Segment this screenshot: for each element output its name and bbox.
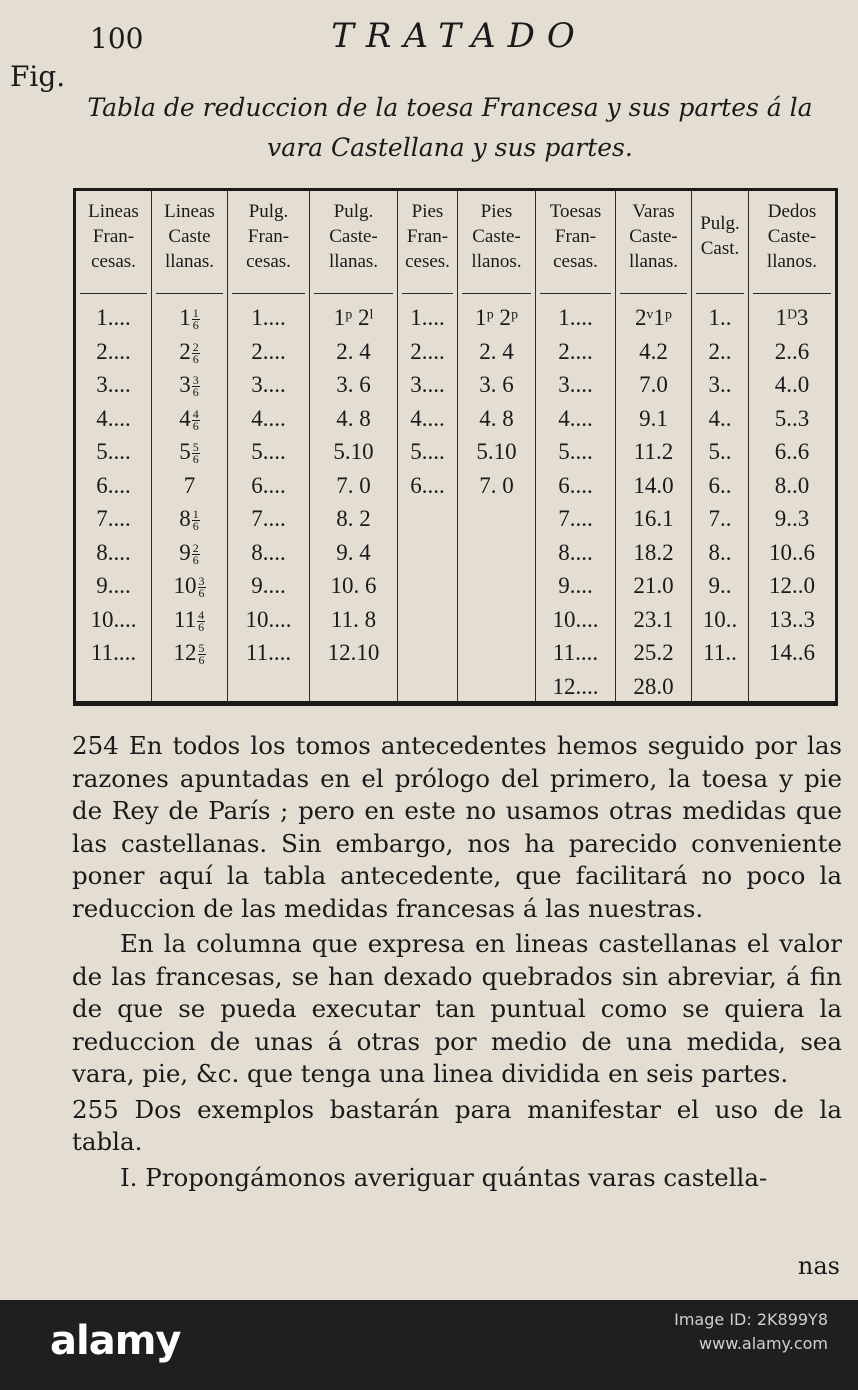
table-cell <box>152 335 227 369</box>
table-cell: 14.0 <box>633 472 674 498</box>
paragraph-example-1: I. Propongámonos averiguar quántas varas castella- <box>120 1162 768 1192</box>
table-cell <box>152 502 227 536</box>
table-cell: 9.1 <box>639 405 668 431</box>
table-cell: 3.... <box>251 372 286 397</box>
table-cell: 7. 0 <box>336 472 371 498</box>
fraction <box>192 509 200 532</box>
column-header-line: Pulg. <box>700 213 740 234</box>
table-cell: 10.... <box>90 606 137 632</box>
column-header-line: Caste- <box>767 226 817 247</box>
table-cell: 1ᵖ 2ˡ <box>333 305 374 330</box>
fraction-numerator: 3 <box>198 574 205 589</box>
table-cell: 6.. <box>708 472 732 498</box>
column-header-line: Caste- <box>629 226 678 247</box>
whole-number: 4 <box>179 405 191 431</box>
whole-number: 12 <box>173 640 197 665</box>
table-cell: 7.... <box>96 506 131 531</box>
header-rule <box>314 293 393 294</box>
fraction-denominator: 6 <box>192 452 199 467</box>
fraction-numerator: 4 <box>198 607 205 622</box>
table-cell: 5.... <box>410 439 445 464</box>
table-cell: 7.... <box>558 506 593 531</box>
column-header-line: llanas. <box>328 251 379 272</box>
column-cells <box>616 301 691 703</box>
column-header-line: Fran- <box>554 226 597 247</box>
column-header-line: Caste <box>168 226 211 247</box>
paragraph-fractions: En la columna que expresa en lineas castellanas el valor de las francesas, se han dexado quebrados sin abreviar, á fin de que se pueda executar tan puntual como se quiera la reduccion de unas á otras por medio de una medida, sea vara, pie, &c. que tenga una linea dividida en seis partes. <box>72 929 842 1088</box>
table-cell: 8.... <box>251 539 286 565</box>
table-cell: 12..0 <box>769 573 815 598</box>
column-header-line: Toesas <box>549 201 602 222</box>
table-cell: 4.... <box>558 405 593 431</box>
table-cell: 5.. <box>708 439 732 464</box>
table-cell: 6.... <box>96 472 131 498</box>
table-cell: 7. 0 <box>479 472 514 498</box>
table-cell: 25.2 <box>633 640 674 665</box>
table-cell: 21.0 <box>633 573 674 598</box>
table-cell: 8. 2 <box>336 506 371 531</box>
whole-number: 1 <box>179 305 191 330</box>
table-cell: 9.... <box>558 573 593 598</box>
table-cell: 2.. <box>708 338 732 364</box>
table-cell: 4.... <box>251 405 286 431</box>
column-header-line: llanos. <box>471 251 522 272</box>
table-cell: 11.... <box>245 640 292 665</box>
table-cell: 9. 4 <box>336 539 371 565</box>
table-cell: 6.... <box>251 472 286 498</box>
column-header-line: Pulg. <box>333 201 374 222</box>
paragraph-255: 255 Dos exemplos bastarán para manifestar el uso de la tabla. <box>72 1094 842 1156</box>
header-rule <box>696 293 744 294</box>
header-rule <box>462 293 531 294</box>
whole-number: 9 <box>179 539 191 565</box>
header-rule <box>156 293 223 294</box>
column-cells <box>76 301 151 670</box>
table-cell <box>152 603 227 637</box>
whole-number: 11 <box>173 606 197 632</box>
table-cell: 5.... <box>96 439 131 464</box>
table-cell: 2..6 <box>774 338 810 364</box>
column-cells <box>536 301 615 703</box>
table-cell: 8.... <box>96 539 131 565</box>
table-cell: 4.... <box>96 405 131 431</box>
fraction-denominator: 6 <box>192 351 199 366</box>
table-cell <box>152 469 227 503</box>
column-header <box>616 199 691 274</box>
column-header <box>536 199 615 274</box>
table-cell: 28.0 <box>633 673 674 699</box>
fraction-numerator: 1 <box>192 306 199 321</box>
fig-label: Fig. <box>10 60 66 93</box>
table-cell: 5.10 <box>476 439 517 464</box>
table-column-9 <box>692 191 749 701</box>
fraction-denominator: 6 <box>198 653 205 668</box>
table-cell <box>152 435 227 469</box>
header-rule <box>753 293 831 294</box>
table-cell: 8.. <box>708 539 732 565</box>
table-cell: 2.... <box>410 338 445 364</box>
table-cell: 11.... <box>90 640 137 665</box>
column-header <box>692 211 748 261</box>
table-cell <box>152 301 227 335</box>
column-header-line: Pies <box>411 201 444 222</box>
table-cell: 4.... <box>410 405 445 431</box>
image-id-block <box>674 1308 828 1356</box>
table-column-7 <box>536 191 616 701</box>
table-cell: 3.... <box>96 372 131 397</box>
column-header <box>749 199 835 274</box>
header-rule <box>80 293 147 294</box>
table-column-2 <box>152 191 228 701</box>
table-cell: 4.2 <box>639 338 668 364</box>
table-column-3 <box>228 191 310 701</box>
stock-footer <box>0 1300 858 1390</box>
column-header-line: Caste- <box>329 226 378 247</box>
column-header-line: llanas. <box>164 251 215 272</box>
header-rule <box>402 293 453 294</box>
image-id: Image ID: 2K899Y8 <box>674 1310 828 1329</box>
column-header-line: Fran- <box>92 226 135 247</box>
table-cell: 5.... <box>251 439 286 464</box>
table-column-10 <box>749 191 835 701</box>
table-title <box>60 88 840 168</box>
table-cell: 2.... <box>96 338 131 364</box>
table-cell: 11.2 <box>633 439 674 464</box>
table-column-4 <box>310 191 398 701</box>
fraction-numerator: 4 <box>192 406 199 421</box>
column-cells <box>692 301 748 670</box>
table-cell: 1ᴰ3 <box>775 305 809 330</box>
running-head: TRATADO <box>331 16 587 56</box>
column-header-line: cesas. <box>246 251 291 272</box>
fraction-numerator: 3 <box>192 373 199 388</box>
whole-number: 10 <box>173 573 197 598</box>
table-cell: 11.... <box>552 640 599 665</box>
fraction <box>198 643 206 666</box>
table-cell <box>152 402 227 436</box>
fraction <box>198 576 206 599</box>
column-header-line: Caste- <box>472 226 521 247</box>
whole-number: 2 <box>179 338 191 364</box>
catchword: nas <box>797 1252 840 1280</box>
table-title-line-1: Tabla de reduccion de la toesa Francesa y sus partes á la <box>87 93 813 122</box>
table-cell: 12.10 <box>327 640 380 665</box>
table-cell: 1.... <box>558 305 593 330</box>
table-cell: 6..6 <box>774 439 810 464</box>
table-cell: 6.... <box>410 472 445 498</box>
fraction <box>197 607 205 634</box>
fraction <box>192 308 200 331</box>
table-cell: 11.. <box>703 640 737 665</box>
fraction-numerator: 5 <box>192 440 199 455</box>
site-url: www.alamy.com <box>699 1334 828 1353</box>
table-cell: 8.... <box>558 539 593 565</box>
fraction-numerator: 2 <box>192 339 199 354</box>
column-cells <box>749 301 835 670</box>
whole-number: 8 <box>179 506 191 531</box>
table-cell: 10.. <box>702 606 738 632</box>
column-header-line: Cast. <box>700 238 740 259</box>
conversion-table <box>73 188 838 704</box>
fraction <box>192 339 200 366</box>
table-column-6 <box>458 191 536 701</box>
table-cell: 4. 8 <box>336 405 371 431</box>
column-header <box>310 199 397 274</box>
header-rule <box>232 293 305 294</box>
table-cell <box>152 636 227 670</box>
fraction-denominator: 6 <box>192 552 199 567</box>
table-cell: 7.0 <box>639 372 668 397</box>
column-header-line: cesas. <box>91 251 136 272</box>
column-header-line: ceses. <box>405 251 450 272</box>
column-header-line: Fran- <box>247 226 290 247</box>
column-header <box>152 199 227 274</box>
table-cell: 10.... <box>245 606 292 632</box>
column-header-line: llanas. <box>628 251 679 272</box>
whole-number: 7 <box>183 472 196 498</box>
fraction-denominator: 6 <box>192 519 199 534</box>
table-cell: 2.... <box>558 338 593 364</box>
whole-number: 3 <box>179 372 191 397</box>
table-title-line-2: vara Castellana y sus partes. <box>267 133 633 162</box>
table-cell: 9.... <box>96 573 131 598</box>
table-cell: 3. 6 <box>336 372 371 397</box>
table-cell <box>152 536 227 570</box>
table-cell: 9.... <box>251 573 286 598</box>
whole-number: 5 <box>179 439 191 464</box>
table-cell: 6.... <box>558 472 593 498</box>
fraction-numerator: 5 <box>198 641 205 656</box>
table-cell: 9.. <box>708 573 732 598</box>
alamy-logo: alamy <box>50 1318 181 1364</box>
table-cell: 3.. <box>708 372 732 397</box>
fraction <box>192 540 200 567</box>
table-cell: 1.. <box>708 305 732 330</box>
column-header <box>398 199 457 274</box>
table-column-8 <box>616 191 692 701</box>
fraction-denominator: 6 <box>192 418 199 433</box>
table-cell: 3.... <box>410 372 445 397</box>
table-cell: 14..6 <box>769 640 815 665</box>
fraction <box>192 406 200 433</box>
fraction-denominator: 6 <box>192 318 199 333</box>
fraction-denominator: 6 <box>192 385 199 400</box>
table-cell: 13..3 <box>769 606 815 632</box>
fraction-numerator: 1 <box>192 507 199 522</box>
fraction-denominator: 6 <box>198 619 205 634</box>
table-cell: 4. 8 <box>479 405 514 431</box>
header-rule <box>620 293 687 294</box>
column-cells <box>310 301 397 670</box>
table-cell: 9..3 <box>774 506 810 531</box>
column-header-line: Dedos <box>767 201 817 222</box>
column-header-line: Lineas <box>164 201 215 222</box>
table-cell: 7.... <box>251 506 286 531</box>
column-header-line: llanos. <box>766 251 818 272</box>
table-column-1 <box>76 191 152 701</box>
table-cell: 5.... <box>558 439 593 464</box>
fraction <box>192 375 200 398</box>
fraction-numerator: 2 <box>192 540 199 555</box>
column-header-line: cesas. <box>553 251 598 272</box>
table-cell: 4.. <box>708 405 732 431</box>
table-cell: 4..0 <box>774 372 810 397</box>
table-cell: 5.10 <box>333 439 374 464</box>
table-cell: 23.1 <box>633 606 674 632</box>
table-cell <box>152 569 227 603</box>
column-header-line: Varas <box>632 201 675 222</box>
table-cell: 8..0 <box>774 472 810 498</box>
table-cell: 2ᵛ1ᵖ <box>635 305 672 330</box>
column-header <box>76 199 151 274</box>
column-header <box>228 199 309 274</box>
body-text <box>72 730 842 1197</box>
table-cell: 2.... <box>251 338 286 364</box>
column-header-line: Pies <box>480 201 513 222</box>
table-column-5 <box>398 191 458 701</box>
table-cell: 16.1 <box>633 506 674 531</box>
page-number: 100 <box>90 22 144 55</box>
table-cell: 1.... <box>251 305 286 330</box>
column-cells <box>398 301 457 502</box>
table-cell: 10.... <box>552 606 599 632</box>
column-header-line: Pulg. <box>248 201 289 222</box>
column-cells <box>152 301 227 670</box>
column-cells <box>458 301 535 502</box>
table-cell: 11. 8 <box>330 606 377 632</box>
table-cell: 10. 6 <box>330 573 377 598</box>
table-cell: 5..3 <box>774 405 810 431</box>
table-cell: 3. 6 <box>479 372 514 397</box>
header-rule <box>540 293 611 294</box>
table-cell: 1.... <box>410 305 445 330</box>
table-cell: 2. 4 <box>336 338 371 364</box>
table-cell: 1.... <box>96 305 131 330</box>
column-header-line: Lineas <box>88 201 139 222</box>
table-cell: 2. 4 <box>479 338 514 364</box>
column-header-line: Fran- <box>406 226 449 247</box>
table-cell: 12.... <box>552 673 599 699</box>
table-cell: 18.2 <box>633 539 674 565</box>
table-cell: 1ᵖ 2ᵖ <box>474 305 519 330</box>
fraction <box>192 442 200 465</box>
table-bottom-rule <box>73 702 838 706</box>
table-cell <box>152 368 227 402</box>
table-cell: 10..6 <box>769 539 815 565</box>
paragraph-254: 254 En todos los tomos antecedentes hemos seguido por las razones apuntadas en el prólogo del primero, la toesa y pie de Rey de París ; pero en este no usamos otras medidas que las castellanas. Sin embargo, nos ha parecido conveniente poner aquí la tabla antecedente, que facilitará no poco la reduccion de las medidas francesas á las nuestras. <box>72 731 842 923</box>
fraction-denominator: 6 <box>198 586 205 601</box>
table-cell: 7.. <box>708 506 732 531</box>
column-cells <box>228 301 309 670</box>
column-header <box>458 199 535 274</box>
table-cell: 3.... <box>558 372 593 397</box>
